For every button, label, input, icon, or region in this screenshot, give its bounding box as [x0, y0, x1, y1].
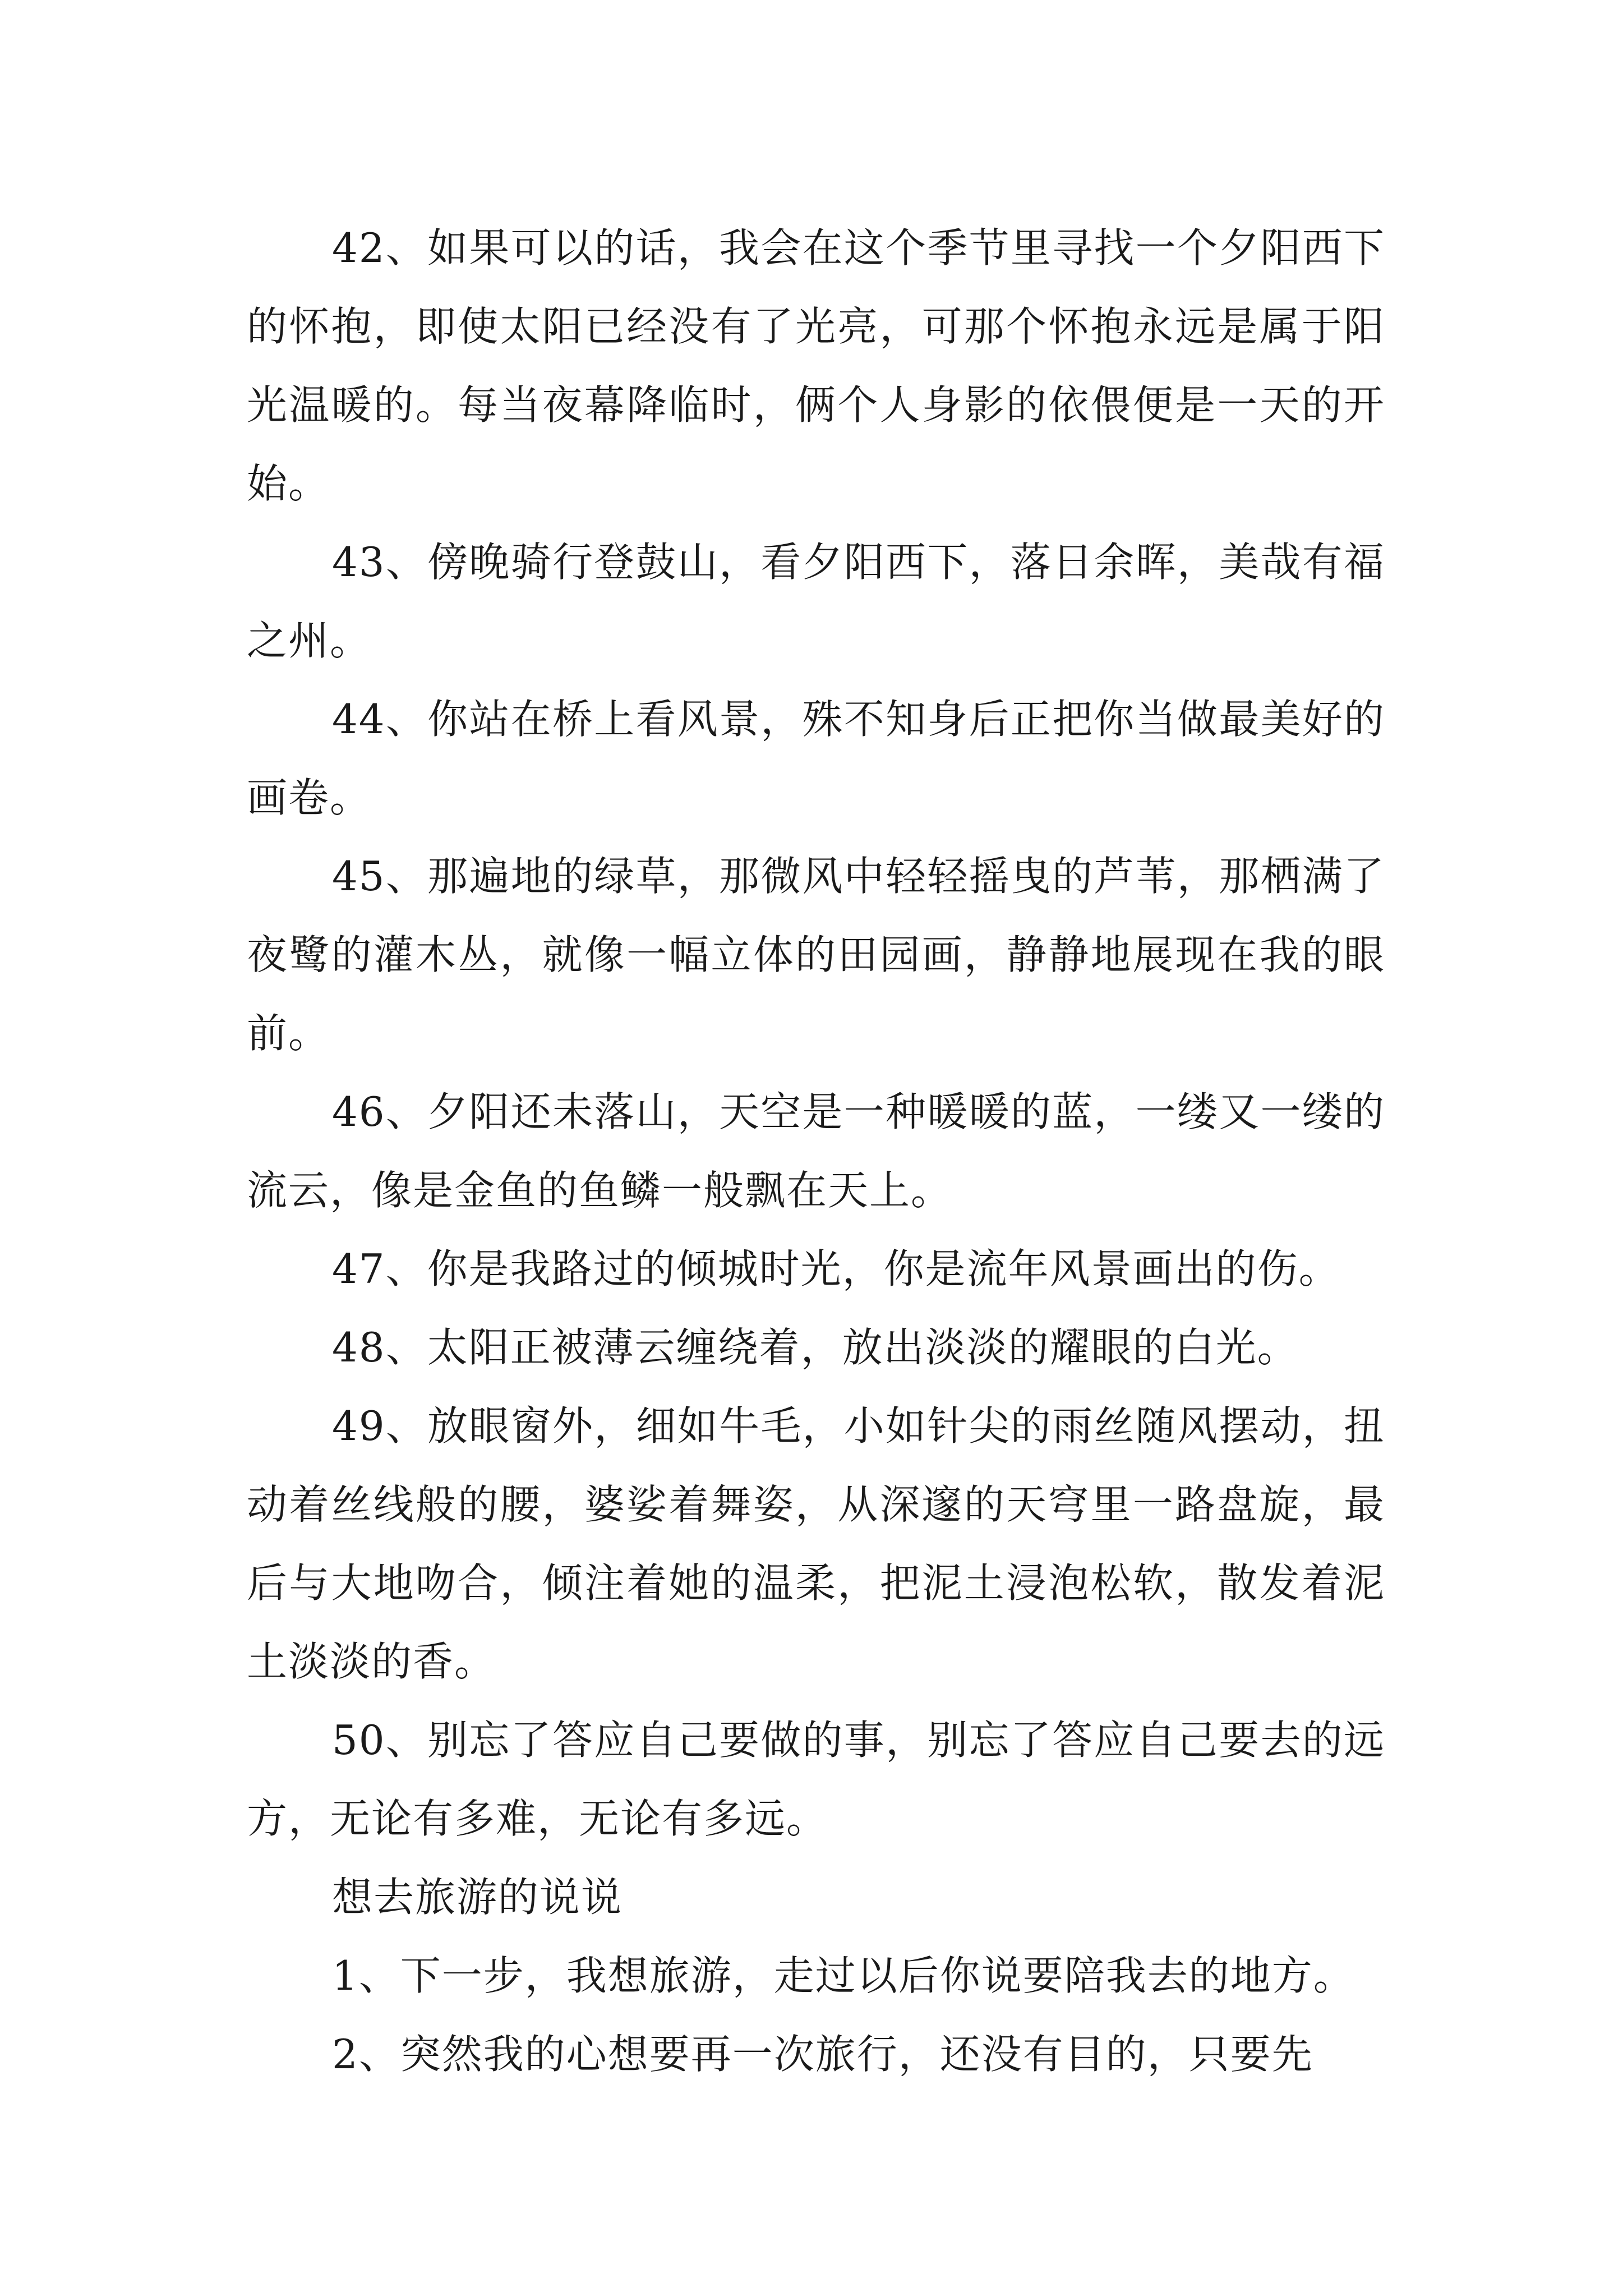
paragraph-47: 47、你是我路过的倾城时光，你是流年风景画出的伤。 — [332, 1245, 1340, 1292]
paragraph-48: 48、太阳正被薄云缠绕着，放出淡淡的耀眼的白光。 — [332, 1324, 1299, 1371]
paragraph-42: 42、如果可以的话，我会在这个季节里寻找一个夕阳西下的怀抱，即使太阳已经没有了光亮，可那个怀抱永远是属于阳光温暖的。每当夜幕降临时，俩个人身影的依偎便是一天的开始。 — [247, 224, 1385, 507]
paragraph-43: 43、傍晚骑行登鼓山，看夕阳西下，落日余晖，美哉有福之州。 — [247, 539, 1385, 664]
paragraph-50: 50、别忘了答应自己要做的事，别忘了答应自己要去的远方，无论有多难，无论有多远。 — [247, 1717, 1385, 1842]
section-heading: 想去旅游的说说 — [332, 1874, 623, 1921]
paragraph-44: 44、你站在桥上看风景，殊不知身后正把你当做最美好的画卷。 — [247, 696, 1385, 821]
document-body — [247, 209, 1385, 2093]
section-paragraph-2: 2、突然我的心想要再一次旅行，还没有目的，只要先 — [332, 2031, 1313, 2078]
paragraph-45: 45、那遍地的绿草，那微风中轻轻摇曳的芦苇，那栖满了夜鹭的灌木丛，就像一幅立体的田园画，静静地展现在我的眼前。 — [247, 853, 1385, 1057]
paragraph-49: 49、放眼窗外，细如牛毛，小如针尖的雨丝随风摆动，扭动着丝线般的腰，婆娑着舞姿，从深邃的天穹里一路盘旋，最后与大地吻合，倾注着她的温柔，把泥土浸泡松软，散发着泥土淡淡的香。 — [247, 1402, 1385, 1685]
section-paragraph-1: 1、下一步，我想旅游，走过以后你说要陪我去的地方。 — [332, 1952, 1355, 1999]
paragraph-46: 46、夕阳还未落山，天空是一种暖暖的蓝，一缕又一缕的流云，像是金鱼的鱼鳞一般飘在天上。 — [247, 1088, 1385, 1214]
